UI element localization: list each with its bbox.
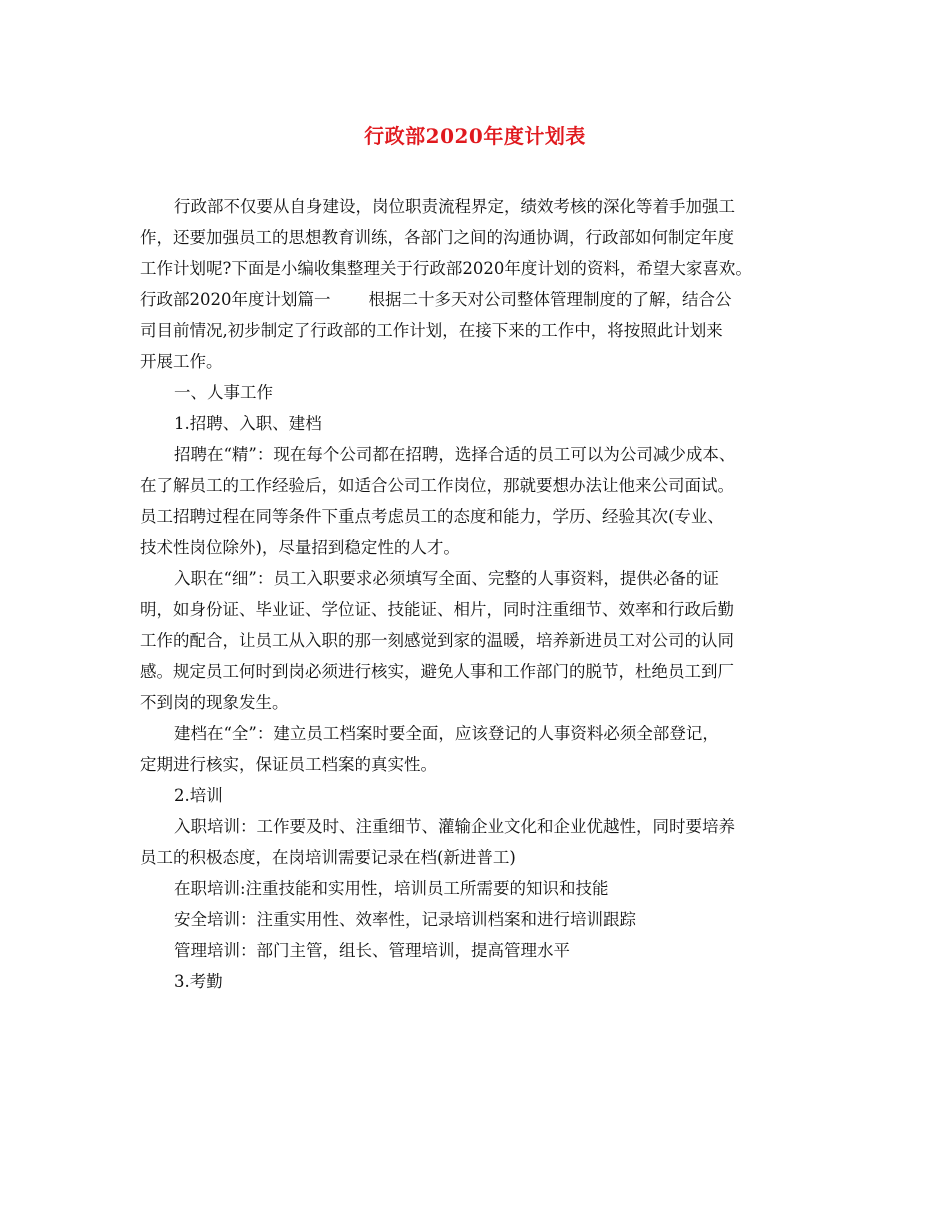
text-line: [140, 284, 840, 315]
text-line: 入职培训：工作要及时、注重细节、灌输企业文化和企业优越性，同时要培养: [174, 817, 735, 836]
subsection-heading: 2.培训: [174, 786, 223, 805]
subsection-heading: 3.考勤: [174, 972, 223, 991]
section-heading: 一、人事工作: [174, 383, 273, 402]
text-line: 司目前情况,初步制定了行政部的工作计划，在接下来的工作中，将按照此计划来: [140, 321, 723, 340]
text-line: 作，还要加强员工的思想教育训练，各部门之间的沟通协调，行政部如何制定年度: [140, 228, 734, 247]
text-line: 招聘在“精”：现在每个公司都在招聘，选择合适的员工可以为公司减少成本、: [174, 445, 736, 464]
document-body: [140, 191, 840, 997]
text-line: 工作的配合，让员工从入职的那一刻感觉到家的温暖，培养新进员工对公司的认同: [140, 631, 734, 650]
text-segment: 根据二十多天对公司整体管理制度的了解，结合公: [368, 290, 732, 309]
text-line: 管理培训：部门主管，组长、管理培训，提高管理水平: [174, 941, 570, 960]
text-line: 感。规定员工何时到岗必须进行核实，避免人事和工作部门的脱节，杜绝员工到厂: [140, 662, 734, 681]
text-line: 在了解员工的工作经验后，如适合公司工作岗位，那就要想办法让他来公司面试。: [140, 476, 734, 495]
text-line: 开展工作。: [140, 352, 223, 371]
text-line: 安全培训：注重实用性、效率性，记录培训档案和进行培训跟踪: [174, 910, 636, 929]
text-line: 不到岗的现象发生。: [140, 693, 289, 712]
text-line: 技术性岗位除外)，尽量招到稳定性的人才。: [140, 538, 460, 557]
text-line: 在职培训:注重技能和实用性，培训员工所需要的知识和技能: [174, 879, 609, 898]
text-line: 入职在“细”：员工入职要求必须填写全面、完整的人事资料，提供必备的证: [174, 569, 719, 588]
text-line: 定期进行核实，保证员工档案的真实性。: [140, 755, 437, 774]
text-line: 明，如身份证、毕业证、学位证、技能证、相片，同时注重细节、效率和行政后勤: [140, 600, 734, 619]
subsection-heading: 1.招聘、入职、建档: [174, 414, 322, 433]
section-heading-inline: 行政部2020年度计划篇一: [140, 290, 331, 309]
text-line: 员工的积极态度，在岗培训需要记录在档(新进普工): [140, 848, 516, 867]
text-line: 行政部不仅要从自身建设，岗位职责流程界定，绩效考核的深化等着手加强工: [174, 197, 735, 216]
text-line: 员工招聘过程在同等条件下重点考虑员工的态度和能力，学历、经验其次(专业、: [140, 507, 724, 526]
text-line: 建档在“全”：建立员工档案时要全面，应该登记的人事资料必须全部登记，: [174, 724, 719, 743]
document-title: 行政部2020年度计划表: [364, 124, 586, 148]
text-line: 工作计划呢?下面是小编收集整理关于行政部2020年度计划的资料，希望大家喜欢。: [140, 259, 752, 278]
